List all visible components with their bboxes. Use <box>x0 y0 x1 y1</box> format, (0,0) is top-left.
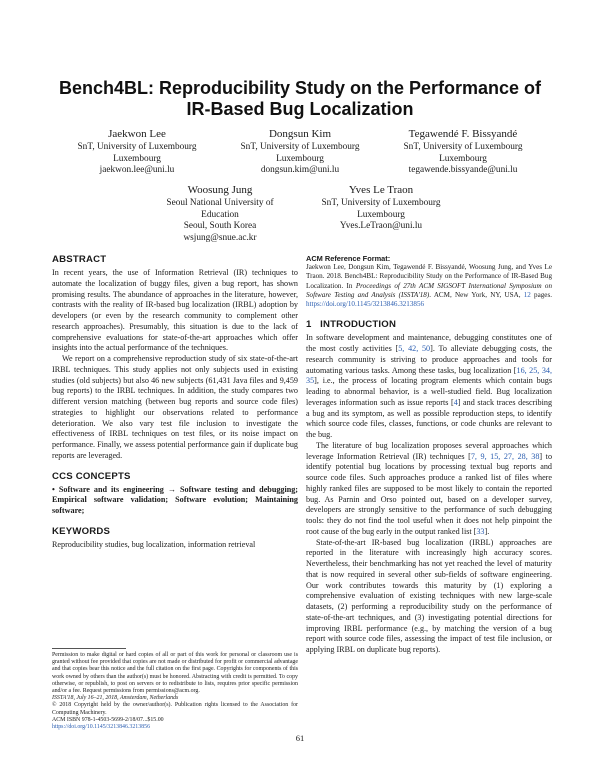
author-country: Luxembourg <box>357 209 405 220</box>
acm-ref-pages[interactable]: 12 <box>523 290 531 299</box>
citation-link[interactable]: 5, 42, 50 <box>398 344 431 354</box>
ccs-concept-2: Software testing and debugging; Empirical software validation; Software evolution; Maintaining software; <box>52 484 299 515</box>
footnote-divider <box>52 648 126 649</box>
author-country: Luxembourg <box>276 153 324 164</box>
author-name: Tegawendé F. Bissyandé <box>408 128 518 140</box>
acm-ref-part: . ACM, New York, NY, USA, <box>429 290 524 299</box>
citation-link[interactable]: 7, 9, 15, 27, 28, 38 <box>470 451 540 461</box>
ccs-heading: CCS CONCEPTS <box>52 470 131 482</box>
author-affiliation-cont: Education <box>201 209 239 220</box>
acm-ref-doi-link[interactable]: https://doi.org/10.1145/3213846.3213856 <box>306 300 425 309</box>
author-block <box>306 184 456 233</box>
author-affiliation: SnT, University of Luxembourg <box>403 142 523 152</box>
intro-text: In software development and maintenance, debugging constitutes one of the most costly activities [ <box>306 333 552 354</box>
author-name: Dongsun Kim <box>268 128 332 140</box>
right-column <box>306 254 552 656</box>
author-location: Seoul, South Korea <box>183 221 257 232</box>
introduction-heading: 1 INTRODUCTION <box>306 319 397 331</box>
author-block <box>388 128 538 177</box>
keywords-heading: KEYWORDS <box>52 525 111 537</box>
keywords-text: Reproducibility studies, bug localization, information retrieval <box>52 539 256 549</box>
venue-text: ISSTA'18, July 16–21, 2018, Amsterdam, Netherlands <box>52 695 179 702</box>
author-block <box>145 184 295 244</box>
acm-reference-heading: ACM Reference Format: <box>306 254 391 263</box>
intro-text: ], i.e., the process of locating program elements which contain bugs leading to abnormal behavior, is a well-studied field. Bug localization leverages information such as issue reports [ <box>306 376 552 407</box>
citation-link[interactable]: 33 <box>476 526 485 536</box>
acm-ref-proceedings: Proceedings of 27th ACM SIGSOFT International Symposium on Software Testing and Analysis (ISSTA'18) <box>306 281 553 299</box>
doi-link[interactable]: https://doi.org/10.1145/3213846.3213856 <box>52 724 151 731</box>
author-email[interactable]: jaekwon.lee@uni.lu <box>99 165 175 176</box>
ccs-concepts <box>52 485 298 517</box>
ccs-bullet: • <box>52 484 55 494</box>
left-column <box>52 254 298 551</box>
author-email[interactable]: wsjung@snue.ac.kr <box>183 232 257 243</box>
ccs-concept-1: Software and its engineering <box>58 484 164 494</box>
intro-paragraph-3: State-of-the-art IR-based bug localization (IRBL) approaches are reported in the literature with increasingly high accuracy scores. Nevertheless, their benchmarking has not yet reached the level of maturity that is now required in several other sub-fields of software engineering. Our work contributes towards this maturity by (1) exploring a comprehensive evaluation of existing techniques with new large-scale datasets, (2) performing a reproducibility study on the performance of state-of-the-art techniques, and (3) investigating potential directions for improving IRBL performance (e.g., by matching the version of a bug report with source code files, assessing the impact of test file inclusion, or applying IRBL on duplicate bug reports). <box>306 537 552 655</box>
intro-paragraph-1 <box>306 333 552 441</box>
title-line-2: IR-Based Bug Localization <box>186 99 414 119</box>
intro-text: ] to identify potential bug locations by processing textual bug reports and source code files. Such approaches produce a ranked list of files where highly ranked files are supposed to be most likely to contain the reported bug. As Parnin and Orso pointed out, based on a developer survey, developers are strongly sensitive to the performance of such debugging tools: they do not find the tool useful when it does not help pinpoint the root cause of the bug early in the output ranked list [ <box>306 451 553 536</box>
author-affiliation: SnT, University of Luxembourg <box>321 198 441 208</box>
ccs-arrow: → <box>167 484 176 494</box>
intro-text: ]. To alleviate debugging costs, the research community is striving to produce approaches and tools for automating various tasks. Among these tasks, bug localization [ <box>306 344 553 375</box>
intro-text: The literature of bug localization proposes several approaches which leverage Information Retrieval (IR) techniques [ <box>306 440 552 461</box>
copyright-text: © 2018 Copyright held by the owner/author(s). Publication rights licensed to the Association for Computing Machinery. <box>52 702 298 716</box>
author-name: Yves Le Traon <box>348 184 414 196</box>
permission-text: Permission to make digital or hard copies of all or part of this work for personal or classroom use is granted without fee provided that copies are not made or distributed for profit or commercial advantage and that copies bear this notice and the full citation on the first page. Copyrights for components of this work owned by others than the author(s) must be honored. Abstracting with credit is permitted. To copy otherwise, or republish, to post on servers or to redistribute to lists, requires prior specific permission and/or a fee. Request permissions from permissions@acm.org. <box>52 652 298 695</box>
author-block <box>225 128 375 177</box>
author-country: Luxembourg <box>439 153 487 164</box>
intro-text: ]. <box>484 526 490 536</box>
paper-title <box>40 78 560 120</box>
author-affiliation: SnT, University of Luxembourg <box>240 142 360 152</box>
abstract-paragraph-1: In recent years, the use of Information Retrieval (IR) techniques to automate the localization of buggy files, given a bug report, has shown promising results. The abundance of approaches in the literature, however, contrasts with the reality of IR-based bug localization (IRBL) adoption by developers (or even by the research community to complement other research approaches). Presumably, this situation is due to the lack of comprehensive evaluations for state-of-the-art approaches which offer insights into the actual performance of the techniques. <box>52 268 298 353</box>
abstract-heading: ABSTRACT <box>52 254 107 265</box>
citation-link[interactable]: 16, 25, 34, 35 <box>306 365 552 386</box>
author-affiliation: Seoul National University of <box>166 198 274 208</box>
intro-text: ] and stack traces describing a bug and its symptom, as well as possible reproduction steps, to identify which source code files, classes, functions, or code chunks are relevant to the bug. <box>306 397 553 440</box>
title-line-1: Bench4BL: Reproducibility Study on the Performance of <box>58 78 542 98</box>
author-country: Luxembourg <box>113 153 161 164</box>
abstract-paragraph-2: We report on a comprehensive reproduction study of six state-of-the-art IRBL techniques. This study applies not only subjects used in existing studies (old subjects) but also 46 new subjects (61,431 Java files and 9,459 bug reports) to the IRBL techniques. In addition, the study compares two different version matching (between bug reports and source code files) strategies to highlight our observations related to performance deterioration. We also vary test file inclusion to investigate the effectiveness of IRBL techniques on test files, or its noise impact on performance. Finally, we assess potential performance gain if duplicate bug reports are leveraged. <box>52 354 298 460</box>
acm-ref-part: pages. <box>530 290 552 299</box>
citation-link[interactable]: 4 <box>453 397 458 407</box>
acm-reference-text <box>306 263 552 309</box>
author-block <box>62 128 212 177</box>
author-name: Jaekwon Lee <box>108 128 166 140</box>
intro-paragraph-2 <box>306 441 552 538</box>
author-email[interactable]: tegawende.bissyande@uni.lu <box>408 165 518 176</box>
author-name: Woosung Jung <box>187 184 253 196</box>
author-affiliation: SnT, University of Luxembourg <box>77 142 197 152</box>
permission-block <box>52 652 298 731</box>
author-email[interactable]: Yves.LeTraon@uni.lu <box>339 221 423 232</box>
isbn-text: ACM ISBN 978-1-4503-5699-2/18/07...$15.00 <box>52 716 164 723</box>
acm-ref-part: Jaekwon Lee, Dongsun Kim, Tegawendé F. Bissyandé, Woosung Jung, and Yves Le Traon. 2018. Bench4BL: Reproducibility Study on the Performance of IR-Based Bug Localization. In <box>306 263 552 290</box>
page-number: 61 <box>295 733 305 743</box>
author-email[interactable]: dongsun.kim@uni.lu <box>260 165 340 176</box>
